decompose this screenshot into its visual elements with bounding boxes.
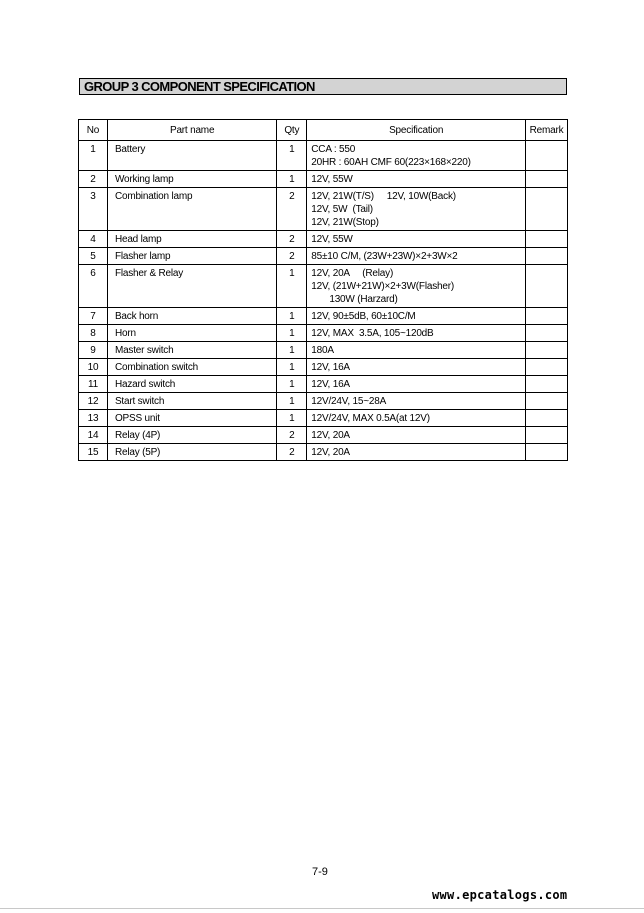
cell-no: 6: [79, 265, 108, 308]
cell-qty: 1: [277, 342, 307, 359]
cell-part-name: Working lamp: [107, 171, 276, 188]
cell-specification: 85±10 C/M, (23W+23W)×2+3W×2: [307, 248, 526, 265]
table-row: [79, 427, 568, 444]
cell-no: 12: [79, 393, 108, 410]
cell-part-name: Flasher lamp: [107, 248, 276, 265]
cell-qty: 1: [277, 171, 307, 188]
cell-part-name: Relay (5P): [107, 444, 276, 461]
cell-no: 1: [79, 141, 108, 171]
table-header: [79, 120, 568, 141]
cell-qty: 1: [277, 141, 307, 171]
cell-remark: [525, 410, 567, 427]
cell-qty: 2: [277, 444, 307, 461]
table-row: [79, 248, 568, 265]
cell-part-name: Master switch: [107, 342, 276, 359]
bottom-divider: [0, 908, 644, 909]
section-title: GROUP 3 COMPONENT SPECIFICATION: [79, 78, 567, 95]
cell-specification: 180A: [307, 342, 526, 359]
table-row: [79, 444, 568, 461]
cell-qty: 2: [277, 188, 307, 231]
cell-qty: 1: [277, 325, 307, 342]
cell-specification: 12V, 20A: [307, 444, 526, 461]
cell-remark: [525, 265, 567, 308]
cell-no: 9: [79, 342, 108, 359]
table-row: [79, 342, 568, 359]
table-row: [79, 393, 568, 410]
cell-specification: 12V, 16A: [307, 359, 526, 376]
header-qty: Qty: [277, 120, 307, 141]
cell-remark: [525, 444, 567, 461]
cell-no: 3: [79, 188, 108, 231]
cell-no: 4: [79, 231, 108, 248]
cell-no: 14: [79, 427, 108, 444]
cell-specification: 12V, 55W: [307, 171, 526, 188]
cell-remark: [525, 325, 567, 342]
cell-qty: 2: [277, 248, 307, 265]
cell-remark: [525, 342, 567, 359]
cell-specification: 12V, 55W: [307, 231, 526, 248]
cell-qty: 1: [277, 265, 307, 308]
header-remark: Remark: [525, 120, 567, 141]
cell-part-name: Head lamp: [107, 231, 276, 248]
cell-no: 11: [79, 376, 108, 393]
table-row: [79, 171, 568, 188]
header-specification: Specification: [307, 120, 526, 141]
table-row: [79, 141, 568, 171]
cell-no: 10: [79, 359, 108, 376]
cell-part-name: Back horn: [107, 308, 276, 325]
cell-qty: 2: [277, 427, 307, 444]
cell-remark: [525, 393, 567, 410]
cell-remark: [525, 171, 567, 188]
cell-qty: 2: [277, 231, 307, 248]
cell-remark: [525, 427, 567, 444]
header-no: No: [79, 120, 108, 141]
cell-remark: [525, 188, 567, 231]
watermark: www.epcatalogs.com: [432, 888, 568, 902]
cell-qty: 1: [277, 308, 307, 325]
component-spec-table: [78, 119, 568, 461]
table-row: [79, 359, 568, 376]
header-row: [79, 120, 568, 141]
cell-no: 5: [79, 248, 108, 265]
cell-qty: 1: [277, 359, 307, 376]
cell-specification: CCA : 550 20HR : 60AH CMF 60(223×168×220): [307, 141, 526, 171]
cell-specification: 12V, 20A: [307, 427, 526, 444]
page-number: 7-9: [312, 866, 328, 878]
table-row: [79, 188, 568, 231]
cell-part-name: OPSS unit: [107, 410, 276, 427]
cell-part-name: Combination lamp: [107, 188, 276, 231]
cell-remark: [525, 376, 567, 393]
cell-qty: 1: [277, 376, 307, 393]
cell-part-name: Combination switch: [107, 359, 276, 376]
cell-qty: 1: [277, 410, 307, 427]
cell-specification: 12V/24V, MAX 0.5A(at 12V): [307, 410, 526, 427]
cell-part-name: Flasher & Relay: [107, 265, 276, 308]
cell-no: 15: [79, 444, 108, 461]
cell-no: 13: [79, 410, 108, 427]
cell-specification: 12V, 16A: [307, 376, 526, 393]
cell-specification: 12V, 90±5dB, 60±10C/M: [307, 308, 526, 325]
cell-part-name: Start switch: [107, 393, 276, 410]
table-row: [79, 265, 568, 308]
cell-no: 7: [79, 308, 108, 325]
cell-specification: 12V/24V, 15~28A: [307, 393, 526, 410]
table-body: [79, 141, 568, 461]
cell-part-name: Hazard switch: [107, 376, 276, 393]
cell-qty: 1: [277, 393, 307, 410]
cell-remark: [525, 231, 567, 248]
cell-remark: [525, 308, 567, 325]
table-row: [79, 308, 568, 325]
cell-remark: [525, 248, 567, 265]
cell-specification: 12V, MAX 3.5A, 105~120dB: [307, 325, 526, 342]
cell-remark: [525, 359, 567, 376]
table-row: [79, 410, 568, 427]
table-row: [79, 325, 568, 342]
cell-no: 8: [79, 325, 108, 342]
table-row: [79, 376, 568, 393]
cell-specification: 12V, 20A (Relay) 12V, (21W+21W)×2+3W(Flasher) 130W (Harzard): [307, 265, 526, 308]
header-part-name: Part name: [107, 120, 276, 141]
cell-part-name: Horn: [107, 325, 276, 342]
cell-part-name: Battery: [107, 141, 276, 171]
cell-no: 2: [79, 171, 108, 188]
table-row: [79, 231, 568, 248]
cell-specification: 12V, 21W(T/S) 12V, 10W(Back) 12V, 5W (Tail) 12V, 21W(Stop): [307, 188, 526, 231]
cell-remark: [525, 141, 567, 171]
cell-part-name: Relay (4P): [107, 427, 276, 444]
